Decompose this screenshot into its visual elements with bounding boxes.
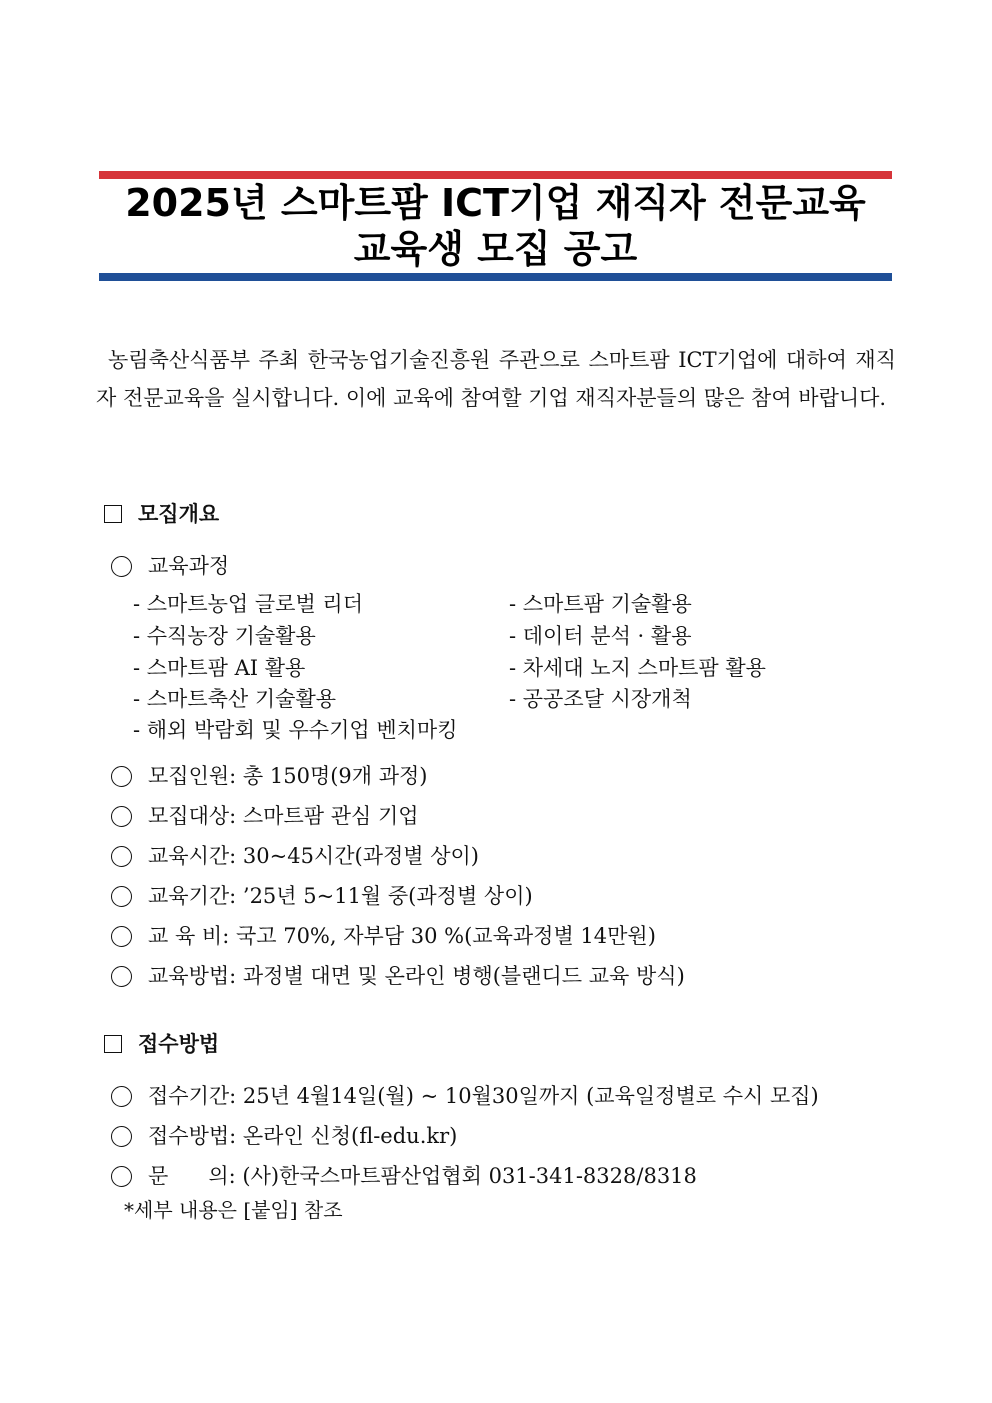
overview-item bbox=[111, 841, 479, 871]
course-item: - 스마트농업 글로벌 리더 bbox=[133, 592, 363, 616]
course-item: - 스마트팜 AI 활용 bbox=[133, 656, 306, 680]
application-item-text: 접수방법: 온라인 신청(fl-edu.kr) bbox=[148, 1124, 458, 1148]
overview-item bbox=[111, 921, 656, 951]
checkbox-square-icon bbox=[104, 1035, 122, 1053]
overview-item bbox=[111, 961, 685, 991]
overview-item-text: 모집대상: 스마트팜 관심 기업 bbox=[148, 804, 419, 828]
course-item: - 차세대 노지 스마트팜 활용 bbox=[509, 656, 766, 680]
circle-bullet-icon bbox=[111, 1086, 132, 1107]
overview-item-text: 교육방법: 과정별 대면 및 온라인 병행(블랜디드 교육 방식) bbox=[148, 964, 685, 988]
application-item bbox=[111, 1081, 819, 1111]
overview-item-text: 교육기간: ’25년 5~11월 중(과정별 상이) bbox=[148, 884, 533, 908]
circle-bullet-icon bbox=[111, 806, 132, 827]
section-heading-overview bbox=[104, 499, 219, 529]
circle-bullet-icon bbox=[111, 926, 132, 947]
overview-item bbox=[111, 801, 419, 831]
section-heading-application bbox=[104, 1029, 219, 1059]
course-item: - 데이터 분석 · 활용 bbox=[509, 624, 692, 648]
circle-bullet-icon bbox=[111, 886, 132, 907]
course-label: 교육과정 bbox=[148, 554, 230, 578]
circle-bullet-icon bbox=[111, 1126, 132, 1147]
section-heading-text: 접수방법 bbox=[138, 1031, 220, 1056]
circle-bullet-icon bbox=[111, 846, 132, 867]
overview-item-text: 교육시간: 30~45시간(과정별 상이) bbox=[148, 844, 479, 868]
detail-note: *세부 내용은 [붙임] 참조 bbox=[124, 1198, 343, 1222]
circle-bullet-icon bbox=[111, 966, 132, 987]
overview-item bbox=[111, 881, 533, 911]
page-title-line2: 교육생 모집 공고 bbox=[353, 227, 638, 271]
intro-paragraph: 농림축산식품부 주최 한국농업기술진흥원 주관으로 스마트팜 ICT기업에 대하여 재직자 전문교육을 실시합니다. 이에 교육에 참여할 기업 재직자분들의 많은 참여 바랍니다. bbox=[96, 348, 896, 410]
title-bottom-rule bbox=[99, 273, 892, 281]
course-item: - 공공조달 시장개척 bbox=[509, 687, 692, 711]
overview-item-text: 교 육 비: 국고 70%, 자부담 30 %(교육과정별 14만원) bbox=[148, 924, 656, 948]
checkbox-square-icon bbox=[104, 505, 122, 523]
title-top-rule bbox=[99, 171, 892, 179]
course-item: - 해외 박람회 및 우수기업 벤치마킹 bbox=[133, 718, 458, 742]
application-item-text: 문 의: (사)한국스마트팜산업협회 031-341-8328/8318 bbox=[148, 1164, 697, 1188]
circle-bullet-icon bbox=[111, 766, 132, 787]
application-item-text: 접수기간: 25년 4월14일(월) ~ 10월30일까지 (교육일정별로 수시 모집) bbox=[148, 1084, 819, 1108]
overview-item bbox=[111, 761, 428, 791]
circle-bullet-icon bbox=[111, 1166, 132, 1187]
course-label-item bbox=[111, 551, 229, 581]
course-item: - 스마트팜 기술활용 bbox=[509, 592, 692, 616]
overview-item-text: 모집인원: 총 150명(9개 과정) bbox=[148, 764, 428, 788]
circle-bullet-icon bbox=[111, 556, 132, 577]
application-item bbox=[111, 1161, 697, 1191]
course-item: - 스마트축산 기술활용 bbox=[133, 687, 337, 711]
course-item: - 수직농장 기술활용 bbox=[133, 624, 316, 648]
application-item bbox=[111, 1121, 457, 1151]
page-title-line1: 2025년 스마트팜 ICT기업 재직자 전문교육 bbox=[125, 181, 866, 225]
section-heading-text: 모집개요 bbox=[138, 501, 220, 526]
